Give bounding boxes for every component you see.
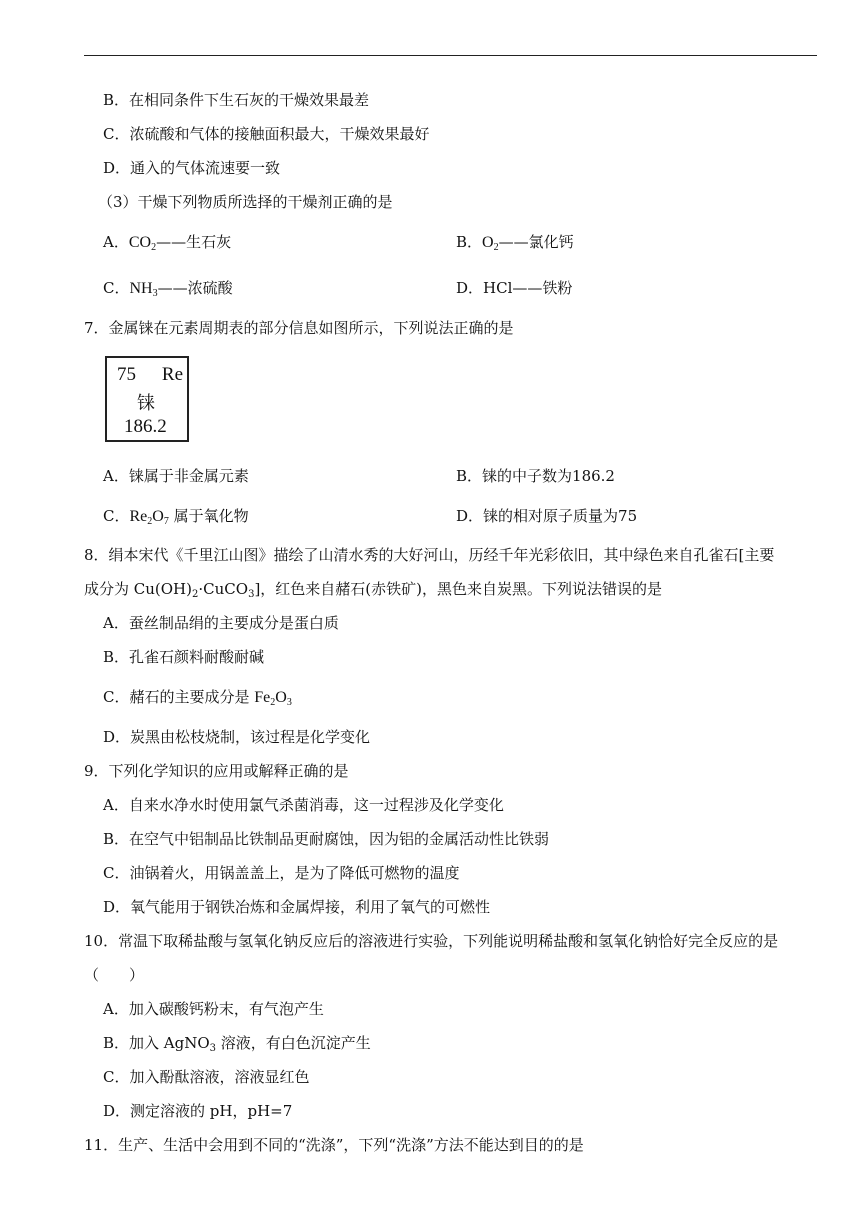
option-label: C． bbox=[103, 507, 130, 525]
q8-option-b: B．孔雀石颜料耐酸耐碱 bbox=[103, 648, 265, 666]
option-label: A． bbox=[103, 233, 129, 251]
option-text: ——氯化钙 bbox=[498, 233, 574, 251]
q6-s3-option-c bbox=[103, 278, 233, 299]
q9-stem: 9．下列化学知识的应用或解释正确的是 bbox=[84, 762, 349, 780]
q8-stem-line1: 8．绢本宋代《千里江山图》描绘了山清水秀的大好河山，历经千年光彩依旧，其中绿色来自孔雀石[主要 bbox=[84, 546, 775, 564]
q11-stem: 11．生产、生活中会用到不同的“洗涤”，下列“洗涤”方法不能达到目的的是 bbox=[84, 1136, 584, 1154]
q7-option-d: D．铼的相对原子质量为75 bbox=[456, 507, 638, 525]
q10-option-c: C．加入酚酞溶液，溶液显红色 bbox=[103, 1068, 310, 1086]
option-label: B． bbox=[456, 233, 483, 251]
q10-stem: 10．常温下取稀盐酸与氢氧化钠反应后的溶液进行实验，下列能说明稀盐酸和氢氧化钠恰好完全反应的是 bbox=[84, 932, 779, 950]
q6-s3-option-a bbox=[103, 232, 231, 253]
q6-option-d: D．通入的气体流速要一致 bbox=[103, 159, 281, 177]
element-symbol: Re bbox=[161, 364, 183, 385]
q7-option-b: B．铼的中子数为186.2 bbox=[456, 467, 615, 485]
formula-o2: $O_2$ bbox=[482, 234, 499, 253]
atomic-number: 75 bbox=[117, 364, 136, 385]
element-name: 铼 bbox=[137, 393, 155, 414]
q10-option-d: D．测定溶液的 pH，pH=7 bbox=[103, 1102, 293, 1120]
option-text: ——浓硫酸 bbox=[157, 279, 233, 297]
q8-stem-line2: 成分为 $Cu(OH)_2\cdot CuCO_3$]，红色来自赭石(赤铁矿)，黑色来自炭黑。下列说法错误的是 bbox=[84, 580, 662, 600]
q10-answer-parens: （ ） bbox=[84, 966, 145, 984]
formula-re2o7: $Re_2O_7$ bbox=[129, 508, 169, 527]
q10-option-b: B．加入 AgNO$_3$ 溶液，有白色沉淀产生 bbox=[103, 1034, 371, 1054]
option-label: C． bbox=[103, 279, 130, 297]
q6-option-b: B．在相同条件下生石灰的干燥效果最差 bbox=[103, 91, 370, 109]
formula-fe2o3: $Fe_2O_3$ bbox=[254, 689, 292, 708]
atomic-mass: 186.2 bbox=[124, 416, 167, 437]
q9-option-c: C．油锅着火，用锅盖盖上，是为了降低可燃物的温度 bbox=[103, 864, 460, 882]
formula-nh3: $NH_3$ bbox=[129, 280, 158, 299]
option-text: ——生石灰 bbox=[156, 233, 232, 251]
option-text: 属于氧化物 bbox=[173, 507, 249, 525]
formula-co2: $CO_2$ bbox=[128, 234, 157, 253]
periodic-table-cell bbox=[105, 356, 189, 442]
q6-subquestion-3: （3）干燥下列物质所选择的干燥剂正确的是 bbox=[98, 193, 393, 211]
q8-option-c bbox=[103, 687, 292, 708]
q7-option-a: A．铼属于非金属元素 bbox=[103, 467, 249, 485]
q8-option-a: A．蚕丝制品绢的主要成分是蛋白质 bbox=[103, 614, 339, 632]
q8-option-d: D．炭黑由松枝烧制，该过程是化学变化 bbox=[103, 728, 371, 746]
q9-option-b: B．在空气中铝制品比铁制品更耐腐蚀，因为铝的金属活动性比铁弱 bbox=[103, 830, 550, 848]
q6-s3-option-d: D．HCl——铁粉 bbox=[456, 279, 573, 297]
q9-option-a: A．自来水净水时使用氯气杀菌消毒，这一过程涉及化学变化 bbox=[103, 796, 504, 814]
q7-option-c bbox=[103, 506, 249, 527]
q7-stem: 7．金属铼在元素周期表的部分信息如图所示，下列说法正确的是 bbox=[84, 319, 514, 337]
option-label: C．赭石的主要成分是 bbox=[103, 688, 255, 706]
q6-s3-option-b bbox=[456, 232, 574, 253]
header-rule bbox=[84, 55, 817, 56]
q9-option-d: D．氧气能用于钢铁冶炼和金属焊接，利用了氧气的可燃性 bbox=[103, 898, 491, 916]
q6-option-c: C．浓硫酸和气体的接触面积最大，干燥效果最好 bbox=[103, 125, 430, 143]
q10-option-a: A．加入碳酸钙粉末，有气泡产生 bbox=[103, 1000, 324, 1018]
